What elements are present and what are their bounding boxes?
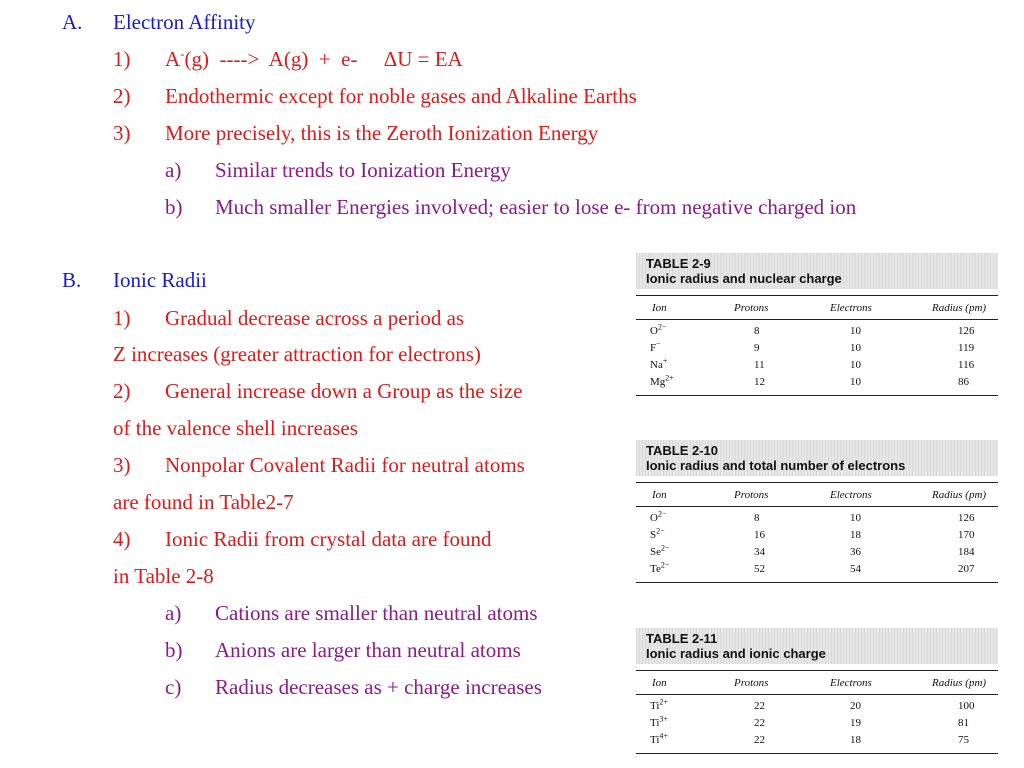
column-header: Radius (pm) (932, 677, 987, 689)
table-bottom-rule (636, 582, 998, 583)
column-header: Ion (652, 677, 667, 689)
item-number: 1) (113, 47, 131, 71)
equation-text (165, 47, 463, 71)
item-text: Radius decreases as + charge increases (215, 675, 542, 699)
ion-charge: 2− (660, 560, 670, 570)
item-letter: b) (165, 195, 183, 219)
column-header: Protons (734, 302, 769, 314)
item-text: Similar trends to Ionization Energy (215, 158, 511, 182)
section-b-item-1-cont: Z increases (greater attraction for electrons) (113, 342, 481, 366)
item-text: More precisely, this is the Zeroth Ionization Energy (165, 121, 599, 145)
table-2-11 (636, 628, 998, 756)
ion-symbol: Se (650, 546, 661, 558)
table-cell-electrons: 10 (850, 359, 861, 371)
table-top-rule (636, 670, 998, 671)
ion-charge: 4+ (659, 731, 668, 741)
table-cell-electrons: 19 (850, 717, 861, 729)
ion-symbol: O (650, 512, 658, 524)
table-cell-radius: 207 (958, 563, 975, 575)
section-a-marker: A. (62, 10, 83, 34)
table-row-ion (650, 543, 670, 558)
table-cell-electrons: 10 (850, 512, 861, 524)
table-top-rule (636, 482, 998, 483)
item-number: 2) (113, 84, 131, 108)
ion-symbol: Ti (650, 700, 660, 712)
item-text: Endothermic except for noble gases and Alkaline Earths (165, 84, 637, 108)
table-cell-radius: 119 (958, 342, 975, 354)
table-cell-protons: 16 (754, 529, 765, 541)
table-cell-protons: 8 (754, 325, 760, 337)
ion-charge: 2− (656, 526, 665, 536)
item-text: Anions are larger than neutral atoms (215, 638, 521, 662)
ion-charge: 2− (657, 509, 667, 519)
table-row-ion (650, 697, 668, 712)
item-number: 3) (113, 453, 131, 477)
ion-symbol: Te (650, 563, 661, 575)
column-header: Radius (pm) (932, 302, 987, 314)
item-number: 2) (113, 379, 131, 403)
column-header: Electrons (830, 489, 872, 501)
table-caption: Ionic radius and ionic charge (646, 646, 826, 661)
table-row-ion (650, 322, 667, 337)
section-b-marker: B. (62, 268, 82, 292)
table-cell-protons: 11 (754, 359, 765, 371)
table-header-band (636, 440, 998, 476)
table-header-rule (636, 319, 998, 320)
table-cell-radius: 86 (958, 376, 969, 388)
table-row-ion (650, 560, 670, 575)
item-number: 1) (113, 306, 131, 330)
column-header: Ion (652, 302, 667, 314)
item-letter: c) (165, 675, 182, 699)
equation-rest: (g) ----> A(g) + e- ΔU = EA (184, 47, 463, 71)
item-letter: a) (165, 601, 182, 625)
section-b-item-3-cont: are found in Table2-7 (113, 490, 294, 514)
table-number: TABLE 2-9 (646, 256, 711, 271)
ion-symbol: O (650, 325, 658, 337)
table-cell-radius: 126 (958, 325, 975, 337)
table-cell-electrons: 10 (850, 376, 861, 388)
section-b-title: Ionic Radii (113, 268, 207, 292)
item-text: General increase down a Group as the size (165, 379, 523, 403)
table-top-rule (636, 295, 998, 296)
item-text: Ionic Radii from crystal data are found (165, 527, 492, 551)
column-header: Radius (pm) (932, 489, 987, 501)
item-text: Much smaller Energies involved; easier to lose e- from negative charged ion (215, 195, 857, 219)
item-letter: a) (165, 158, 182, 182)
table-row-ion (650, 714, 668, 729)
item-letter: b) (165, 638, 183, 662)
table-row-ion (650, 509, 667, 524)
table-cell-protons: 9 (754, 342, 760, 354)
column-header: Electrons (830, 302, 872, 314)
item-number: 3) (113, 121, 131, 145)
table-cell-electrons: 10 (850, 342, 861, 354)
table-cell-protons: 52 (754, 563, 765, 575)
ion-symbol: Ti (650, 717, 660, 729)
item-text: Gradual decrease across a period as (165, 306, 465, 330)
table-bottom-rule (636, 753, 998, 754)
table-cell-electrons: 10 (850, 325, 861, 337)
table-row-ion (650, 373, 674, 388)
table-cell-radius: 81 (958, 717, 969, 729)
ion-charge: − (656, 339, 661, 349)
equation-anion: A (165, 47, 181, 71)
section-b-item-4-cont: in Table 2-8 (113, 564, 214, 588)
table-cell-electrons: 18 (850, 529, 861, 541)
table-cell-electrons: 18 (850, 734, 861, 746)
table-2-10 (636, 440, 998, 586)
ion-charge: 3+ (659, 714, 668, 724)
ion-charge: 2− (657, 322, 667, 332)
table-header-band (636, 628, 998, 664)
table-row-ion (650, 356, 668, 371)
item-text: Nonpolar Covalent Radii for neutral atoms (165, 453, 525, 477)
ion-symbol: Mg (650, 376, 666, 388)
table-cell-radius: 184 (958, 546, 975, 558)
ion-charge: 2− (661, 543, 670, 553)
ion-charge: 2+ (659, 697, 668, 707)
ion-charge: 2+ (665, 373, 674, 383)
table-2-9 (636, 253, 998, 399)
item-number: 4) (113, 527, 131, 551)
section-b-item-2-cont: of the valence shell increases (113, 416, 358, 440)
ion-symbol: Na (650, 359, 663, 371)
column-header: Ion (652, 489, 667, 501)
table-cell-radius: 75 (958, 734, 969, 746)
table-cell-protons: 12 (754, 376, 765, 388)
table-cell-protons: 22 (754, 717, 765, 729)
column-header: Protons (734, 489, 769, 501)
table-cell-protons: 34 (754, 546, 765, 558)
table-cell-electrons: 36 (850, 546, 861, 558)
table-caption: Ionic radius and total number of electrons (646, 458, 906, 473)
section-a-title: Electron Affinity (113, 10, 256, 34)
table-header-rule (636, 694, 998, 695)
table-row-ion (650, 339, 661, 354)
table-cell-radius: 126 (958, 512, 975, 524)
table-header-rule (636, 506, 998, 507)
table-number: TABLE 2-11 (646, 631, 718, 646)
table-number: TABLE 2-10 (646, 443, 718, 458)
column-header: Protons (734, 677, 769, 689)
table-cell-protons: 8 (754, 512, 760, 524)
table-row-ion (650, 731, 668, 746)
ion-symbol: Ti (650, 734, 660, 746)
ion-charge: + (662, 356, 668, 366)
table-header-band (636, 253, 998, 289)
table-row-ion (650, 526, 665, 541)
ion-symbol: F (650, 342, 657, 354)
table-caption: Ionic radius and nuclear charge (646, 271, 842, 286)
table-cell-electrons: 54 (850, 563, 861, 575)
table-bottom-rule (636, 395, 998, 396)
table-cell-radius: 170 (958, 529, 975, 541)
column-header: Electrons (830, 677, 872, 689)
table-cell-electrons: 20 (850, 700, 861, 712)
item-text: Cations are smaller than neutral atoms (215, 601, 538, 625)
equation-anion-charge: - (180, 46, 185, 61)
table-cell-protons: 22 (754, 700, 765, 712)
table-cell-radius: 116 (958, 359, 975, 371)
table-cell-radius: 100 (958, 700, 975, 712)
ion-symbol: S (650, 529, 657, 541)
table-cell-protons: 22 (754, 734, 765, 746)
